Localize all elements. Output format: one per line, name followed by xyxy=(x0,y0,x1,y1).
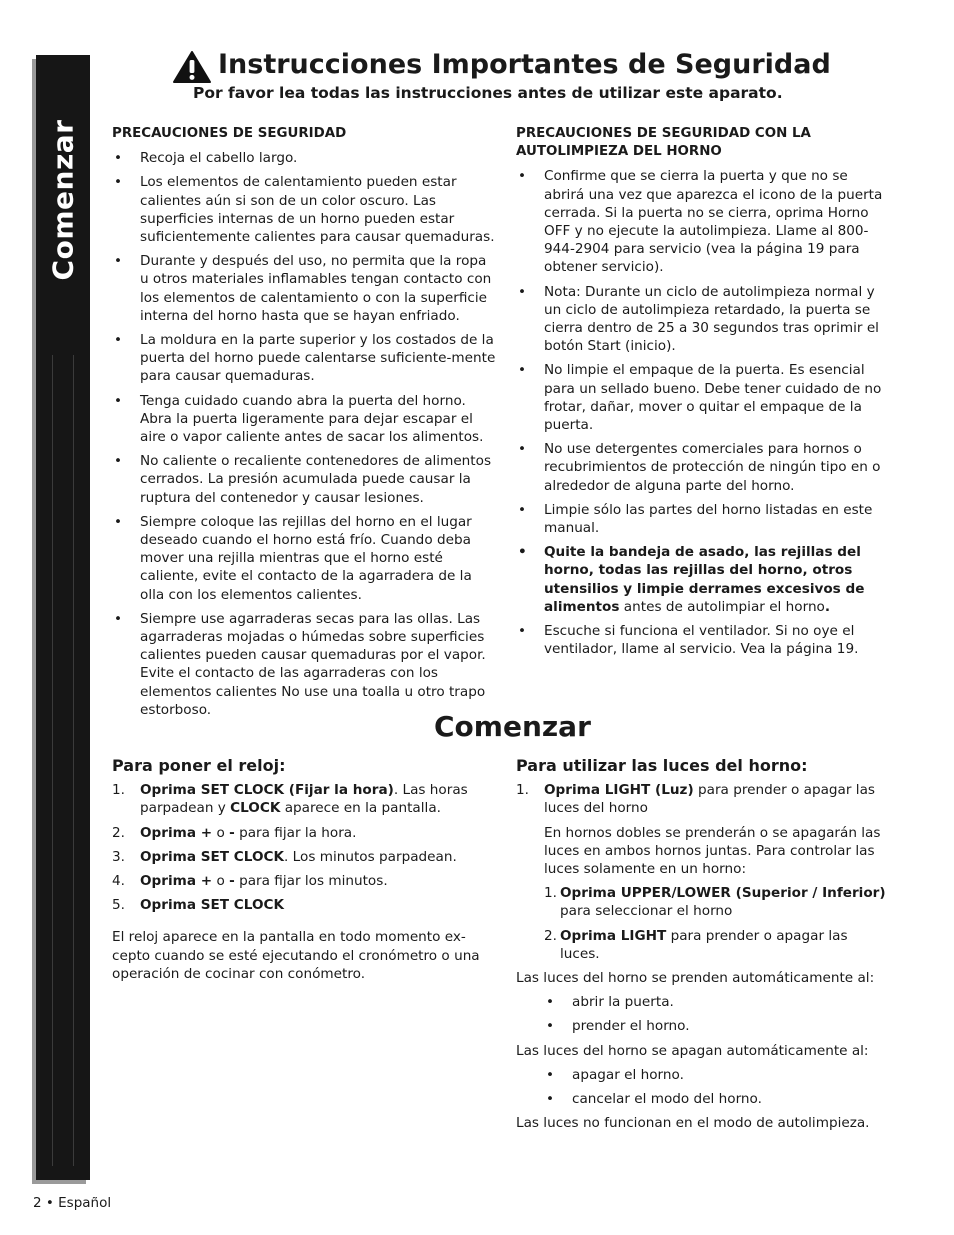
clock-section xyxy=(112,757,487,989)
list-item-text: Tenga cuidado cuando abra la puerta del horno. Abra la puerta ligeramente para dejar escapar el aire o vapor caliente antes de sacar los alimentos. xyxy=(140,392,484,446)
list-item-text: prender el horno. xyxy=(572,1018,690,1035)
bullet: • xyxy=(114,610,123,627)
lights-off-list xyxy=(516,1066,891,1108)
warning-triangle-icon xyxy=(172,50,212,84)
list-item xyxy=(544,1090,891,1108)
step-text: . Las horas parpadean y xyxy=(140,782,468,817)
list-item-text: Siempre coloque las rejillas del horno en el lugar deseado cuando el horno está frío. Cuando deba mover una rejilla mientras que el horno esté caliente, evite el contacto de la agarradera de la olla con los elementos calientes. xyxy=(140,513,472,603)
list-item xyxy=(112,173,497,246)
side-tab-lines xyxy=(52,355,74,1166)
step-item xyxy=(112,848,487,866)
lights-off-intro: Las luces del horno se apagan automáticamente al: xyxy=(516,1042,869,1059)
safety-list xyxy=(112,149,497,719)
bullet: • xyxy=(546,1018,555,1035)
step-text: para prender o apagar las luces del horno xyxy=(544,782,875,817)
list-item-text: Durante y después del uso, no permita que la ropa u otros materiales inflamables tengan contacto con los elementos de calentamiento o con la superficie interna del horno hasta que se hayan enfriado. xyxy=(140,253,492,324)
list-item-text: Nota: Durante un ciclo de autolimpieza normal y un ciclo de autolimpieza retardado, la puerta se cierra dentro de 25 a 30 segundos tras oprimir el botón Start (inicio). xyxy=(544,283,879,355)
step-bold: Oprima SET CLOCK xyxy=(140,848,285,865)
bullet: • xyxy=(518,283,527,300)
list-item-end: . xyxy=(824,598,831,615)
list-item xyxy=(112,452,497,507)
page-title-text: Instrucciones Importantes de Seguridad xyxy=(218,49,831,80)
page-title xyxy=(172,50,872,86)
section-title: Comenzar xyxy=(434,710,591,743)
bullet: • xyxy=(114,253,123,270)
bullet: • xyxy=(518,501,527,518)
step-number: 3. xyxy=(112,848,125,865)
substep-item xyxy=(544,884,891,920)
list-item xyxy=(516,543,891,616)
side-tab-label-box xyxy=(36,95,90,305)
page-footer: 2 • Español xyxy=(33,1195,112,1211)
list-item xyxy=(544,1017,891,1035)
list-item xyxy=(112,331,497,386)
step-number: 2. xyxy=(544,927,557,944)
clock-steps xyxy=(112,781,487,914)
lights-on-intro: Las luces del horno se prenden automáticamente al: xyxy=(516,970,875,987)
selfclean-lights-note: Las luces no funcionan en el modo de autolimpieza. xyxy=(516,1115,870,1132)
bullet: • xyxy=(114,332,123,349)
list-item-text: Escuche si funciona el ventilador. Si no oye el ventilador, llame al servicio. Vea la página 19. xyxy=(544,623,859,658)
step-number: 2. xyxy=(112,824,125,841)
bullet: • xyxy=(546,994,555,1011)
list-item xyxy=(516,283,891,356)
step-item xyxy=(516,781,891,817)
bullet: • xyxy=(518,544,527,561)
bullet: • xyxy=(546,1091,555,1108)
list-item-text: antes de autolimpiar el horno xyxy=(619,598,825,615)
lights-section xyxy=(516,757,891,1138)
safety-left-column xyxy=(112,125,497,725)
step-number: 1. xyxy=(516,782,529,799)
step-text: para seleccionar el horno xyxy=(560,903,733,920)
list-item-text: No limpie el empaque de la puerta. Es esencial para un sellado bueno. Debe tener cuidado de no frotar, dañar, mover o quitar el empaque de la puerta. xyxy=(544,362,882,434)
step-bold: Oprima LIGHT (Luz) xyxy=(544,782,694,799)
list-item-text: Limpie sólo las partes del horno listadas en este manual. xyxy=(544,501,873,537)
bullet: • xyxy=(114,513,123,530)
page-subtitle: Por favor lea todas las instrucciones antes de utilizar este aparato. xyxy=(193,84,783,102)
step-bold: CLOCK xyxy=(230,800,281,817)
step-text: para prender o apagar las luces. xyxy=(560,927,848,962)
list-item-text: Confirme que se cierra la puerta y que no se abrirá una vez que aparezca el icono de la puerta cerrada. Si la puerta no se cierra, oprima Horno OFF y no ejecute la autolimpieza. Llame al 800-944-2904 para servicio (vea la página 19 para obtener servicio). xyxy=(544,168,883,276)
list-item xyxy=(516,440,891,495)
list-item xyxy=(112,392,497,447)
step-bold: - xyxy=(229,873,235,890)
list-item xyxy=(544,1066,891,1084)
bullet: • xyxy=(114,453,123,470)
bullet: • xyxy=(518,362,527,379)
bullet: • xyxy=(518,168,527,185)
step-number: 1. xyxy=(544,885,557,902)
list-item xyxy=(516,622,891,658)
step-text: para fijar los minutos. xyxy=(234,873,388,890)
step-text: o xyxy=(212,873,230,890)
lights-substeps xyxy=(516,884,891,963)
list-item-text: Los elementos de calentamiento pueden estar calientes aún si son de un color oscuro. Las superficies internas de un horno pueden estar suficientemente calientes para causar quemaduras. xyxy=(140,174,495,246)
list-item-text: abrir la puerta. xyxy=(572,994,674,1011)
step-item xyxy=(112,872,487,890)
step-text: . Los minutos parpadean. xyxy=(284,848,457,865)
list-item-text: cancelar el modo del horno. xyxy=(572,1091,762,1108)
list-item xyxy=(112,610,497,719)
step-bold: Oprima + xyxy=(140,873,213,890)
clock-heading: Para poner el reloj: xyxy=(112,756,286,775)
step-item xyxy=(112,896,487,914)
step-text: aparece en la pantalla. xyxy=(280,800,441,817)
step-bold: Oprima SET CLOCK (Fijar la hora) xyxy=(140,782,394,799)
step-number: 4. xyxy=(112,873,125,890)
selfclean-safety-heading: PRECAUCIONES DE SEGURIDAD CON LA AUTOLIMPIEZA DEL HORNO xyxy=(516,126,811,160)
lights-steps xyxy=(516,781,891,817)
bullet: • xyxy=(114,150,123,167)
safety-heading: PRECAUCIONES DE SEGURIDAD xyxy=(112,126,347,141)
step-bold: - xyxy=(229,824,235,841)
step-bold: Oprima SET CLOCK xyxy=(140,897,285,914)
lights-on-list xyxy=(516,993,891,1035)
step-bold: Oprima + xyxy=(140,824,213,841)
list-item xyxy=(516,361,891,434)
list-item-text: Recoja el cabello largo. xyxy=(140,150,298,167)
bullet: • xyxy=(518,623,527,640)
step-bold: Oprima LIGHT xyxy=(560,927,667,944)
list-item-bold-text: Quite la bandeja de asado, las rejillas del horno, todas las rejillas del horno, otros utensilios y limpie derrames excesivos de alimentos xyxy=(544,544,865,615)
list-item-text: No caliente o recaliente contenedores de alimentos cerrados. La presión acumulada puede causar la ruptura del contenedor y causar lesiones. xyxy=(140,453,492,506)
list-item-text: No use detergentes comerciales para hornos o recubrimientos de protección de ningún tipo en o alrededor de alguna parte del horno. xyxy=(544,441,881,494)
substep-item xyxy=(544,927,891,963)
list-item xyxy=(112,513,497,604)
step-item xyxy=(112,824,487,842)
selfclean-safety-list xyxy=(516,167,891,658)
list-item xyxy=(112,149,497,167)
step-number: 5. xyxy=(112,897,125,914)
list-item xyxy=(112,252,497,325)
step-text: o xyxy=(212,824,230,841)
double-ovens-note: En hornos dobles se prenderán o se apagarán las luces en ambos hornos juntas. Para controlar las luces solamente en un horno: xyxy=(544,824,881,878)
lights-heading: Para utilizar las luces del horno: xyxy=(516,756,808,775)
step-text: para fijar la hora. xyxy=(234,824,357,841)
list-item xyxy=(516,167,891,276)
step-item xyxy=(112,781,487,817)
selfclean-safety-column xyxy=(516,125,891,664)
bullet: • xyxy=(546,1066,555,1083)
list-item-text: La moldura en la parte superior y los costados de la puerta del horno puede calentarse suficiente-mente para causar quemaduras. xyxy=(140,332,496,385)
bullet: • xyxy=(518,441,527,458)
list-item-text: apagar el horno. xyxy=(572,1066,684,1083)
list-item xyxy=(544,993,891,1011)
list-item-text: Siempre use agarraderas secas para las ollas. Las agarraderas mojadas o húmedas sobre superficies calientes pueden causar quemaduras por el vapor. Evite el contacto de las agarraderas con los elementos calientes No use una toalla u otro trapo estorboso. xyxy=(140,610,486,718)
bullet: • xyxy=(114,392,123,409)
step-bold: Oprima UPPER/LOWER (Superior / Inferior) xyxy=(560,885,886,902)
bullet: • xyxy=(114,174,123,191)
list-item xyxy=(516,501,891,537)
clock-note: El reloj aparece en la pantalla en todo momento ex-cepto cuando se esté ejecutando el cronómetro o una operación de cocinar con conómetro. xyxy=(112,929,480,982)
step-number: 1. xyxy=(112,782,125,799)
side-tab-label: Comenzar xyxy=(46,119,80,281)
